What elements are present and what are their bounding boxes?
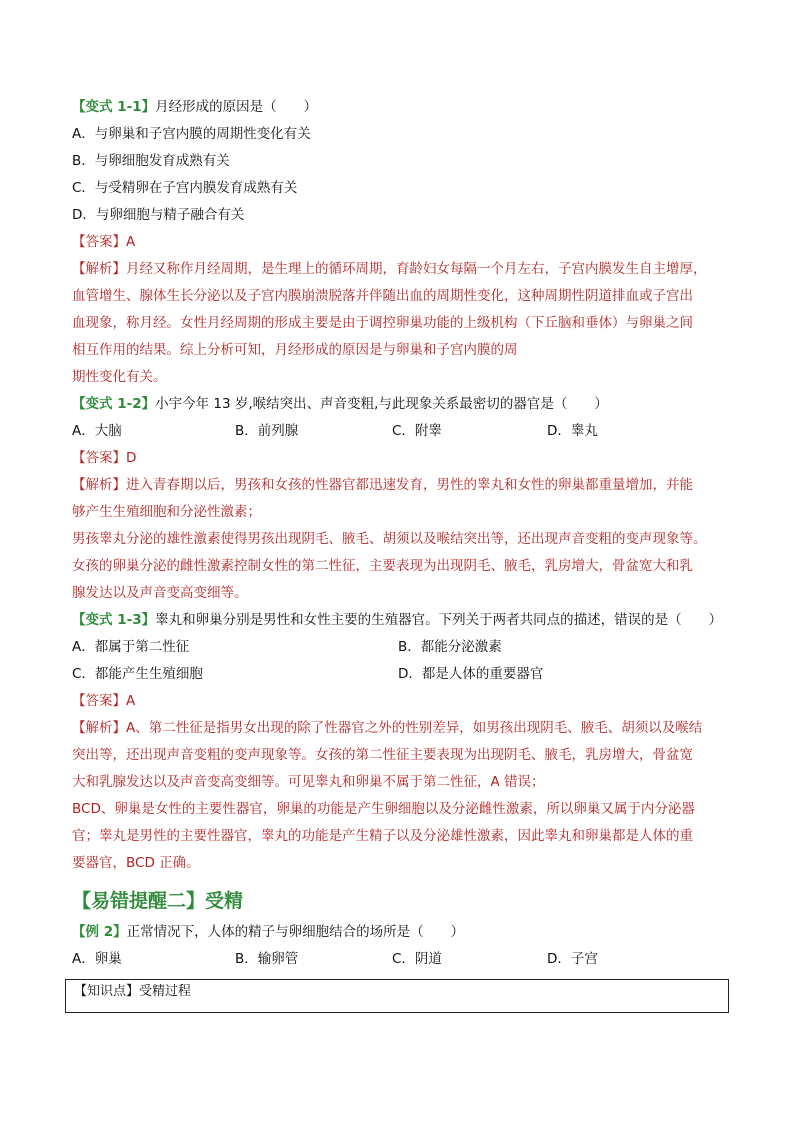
option-c: C．都能产生生殖细胞 bbox=[72, 666, 203, 682]
analysis-text: 相互作用的结果。综上分析可知，月经形成的原因是与卵巢和子宫内膜的周 bbox=[72, 342, 518, 358]
option-b: B．输卵管 bbox=[235, 951, 299, 967]
analysis-text: 期性变化有关。 bbox=[72, 369, 167, 385]
question-2 bbox=[72, 391, 732, 418]
analysis-text: 月经又称作月经周期，是生理上的循环周期，育龄妇女每隔一个月左右，子宫内膜发生自主增厚， bbox=[126, 261, 707, 277]
option-d: D．与卵细胞与精子融合有关 bbox=[72, 207, 245, 223]
analysis-text: 腺发达以及声音变高变细等。 bbox=[72, 585, 248, 601]
answer-tag: 【答案】 bbox=[72, 234, 126, 250]
answer-tag: 【答案】 bbox=[72, 693, 126, 709]
option-a: A．与卵巢和子宫内膜的周期性变化有关 bbox=[72, 126, 311, 142]
question-3 bbox=[72, 607, 732, 634]
document-page bbox=[72, 94, 732, 1013]
analysis-text: 血现象，称月经。女性月经周期的形成主要是由于调控卵巢功能的上级机构（下丘脑和垂体）与卵巢之间 bbox=[72, 315, 693, 331]
question-tag: 【变式 1-1】 bbox=[72, 99, 156, 115]
analysis-text: 要器官，BCD 正确。 bbox=[72, 855, 200, 871]
analysis-text: 女孩的卵巢分泌的雌性激素控制女性的第二性征，主要表现为出现阴毛、腋毛，乳房增大，骨盆宽大和乳 bbox=[72, 558, 693, 574]
option-d: D．子宫 bbox=[547, 951, 598, 967]
analysis-text: 官；睾丸是男性的主要性器官，睾丸的功能是产生精子以及分泌雄性激素，因此睾丸和卵巢都是人体的重 bbox=[72, 828, 693, 844]
knowledge-point-label: 【知识点】受精过程 bbox=[74, 984, 192, 999]
question-stem: 月经形成的原因是（ ） bbox=[155, 99, 318, 115]
example-stem: 正常情况下，人体的精子与卵细胞结合的场所是（ ） bbox=[126, 924, 465, 940]
analysis-text: BCD、卵巢是女性的主要性器官，卵巢的功能是产生卵细胞以及分泌雌性激素，所以卵巢又属于内分泌器 bbox=[72, 801, 695, 817]
section-heading: 【易错提醒二】受精 bbox=[72, 890, 244, 912]
question-stem: 小宇今年 13 岁,喉结突出、声音变粗,与此现象关系最密切的器官是（ ） bbox=[155, 396, 608, 412]
answer-line bbox=[72, 445, 732, 472]
answer-line bbox=[72, 229, 732, 256]
option-d: D．都是人体的重要器官 bbox=[398, 666, 544, 682]
option-a: A．卵巢 bbox=[72, 951, 122, 967]
answer-value: A bbox=[126, 234, 136, 250]
analysis-line bbox=[72, 472, 732, 499]
analysis-text: 男孩睾丸分泌的雄性激素使得男孩出现阴毛、腋毛、胡须以及喉结突出等，还出现声音变粗的变声现象等。 bbox=[72, 531, 707, 547]
analysis-text: 大和乳腺发达以及声音变高变细等。可见睾丸和卵巢不属于第二性征，A 错误； bbox=[72, 774, 545, 790]
example-tag: 【例 2】 bbox=[72, 924, 127, 940]
option-b: B．前列腺 bbox=[235, 423, 299, 439]
answer-value: D bbox=[126, 450, 137, 466]
analysis-text: A、第二性征是指男女出现的除了性器官之外的性别差异，如男孩出现阴毛、腋毛、胡须以及喉结 bbox=[126, 720, 703, 736]
options-row bbox=[72, 946, 732, 973]
analysis-line bbox=[72, 715, 732, 742]
analysis-text: 血管增生、腺体生长分泌以及子宫内膜崩溃脱落并伴随出血的周期性变化，这种周期性阴道排血或子宫出 bbox=[72, 288, 693, 304]
analysis-tag: 【解析】 bbox=[72, 261, 126, 277]
example-2 bbox=[72, 919, 732, 946]
question-stem: 睾丸和卵巢分别是男性和女性主要的生殖器官。下列关于两者共同点的描述，错误的是（ ） bbox=[155, 612, 723, 628]
knowledge-point-box bbox=[65, 979, 729, 1013]
option-a: A．大脑 bbox=[72, 423, 122, 439]
options-row bbox=[72, 634, 732, 661]
option-b: B．都能分泌激素 bbox=[398, 639, 502, 655]
question-1 bbox=[72, 94, 732, 121]
option-c: C．阴道 bbox=[392, 951, 442, 967]
answer-line bbox=[72, 688, 732, 715]
option-c: C．与受精卵在子宫内膜发育成熟有关 bbox=[72, 180, 298, 196]
analysis-tag: 【解析】 bbox=[72, 477, 126, 493]
answer-tag: 【答案】 bbox=[72, 450, 126, 466]
option-d: D．睾丸 bbox=[547, 423, 598, 439]
answer-value: A bbox=[126, 693, 136, 709]
analysis-text: 进入青春期以后，男孩和女孩的性器官都迅速发育，男性的睾丸和女性的卵巢都重量增加，并能 bbox=[126, 477, 693, 493]
question-tag: 【变式 1-2】 bbox=[72, 396, 156, 412]
analysis-text: 突出等，还出现声音变粗的变声现象等。女孩的第二性征主要表现为出现阴毛、腋毛，乳房增大，骨盆宽 bbox=[72, 747, 693, 763]
analysis-tag: 【解析】 bbox=[72, 720, 126, 736]
analysis-line bbox=[72, 256, 732, 283]
question-tag: 【变式 1-3】 bbox=[72, 612, 156, 628]
analysis-text: 够产生生殖细胞和分泌性激素； bbox=[72, 504, 261, 520]
option-b: B．与卵细胞发育成熟有关 bbox=[72, 153, 230, 169]
options-row bbox=[72, 661, 732, 688]
options-row bbox=[72, 418, 732, 445]
option-c: C．附睾 bbox=[392, 423, 442, 439]
option-a: A．都属于第二性征 bbox=[72, 639, 190, 655]
